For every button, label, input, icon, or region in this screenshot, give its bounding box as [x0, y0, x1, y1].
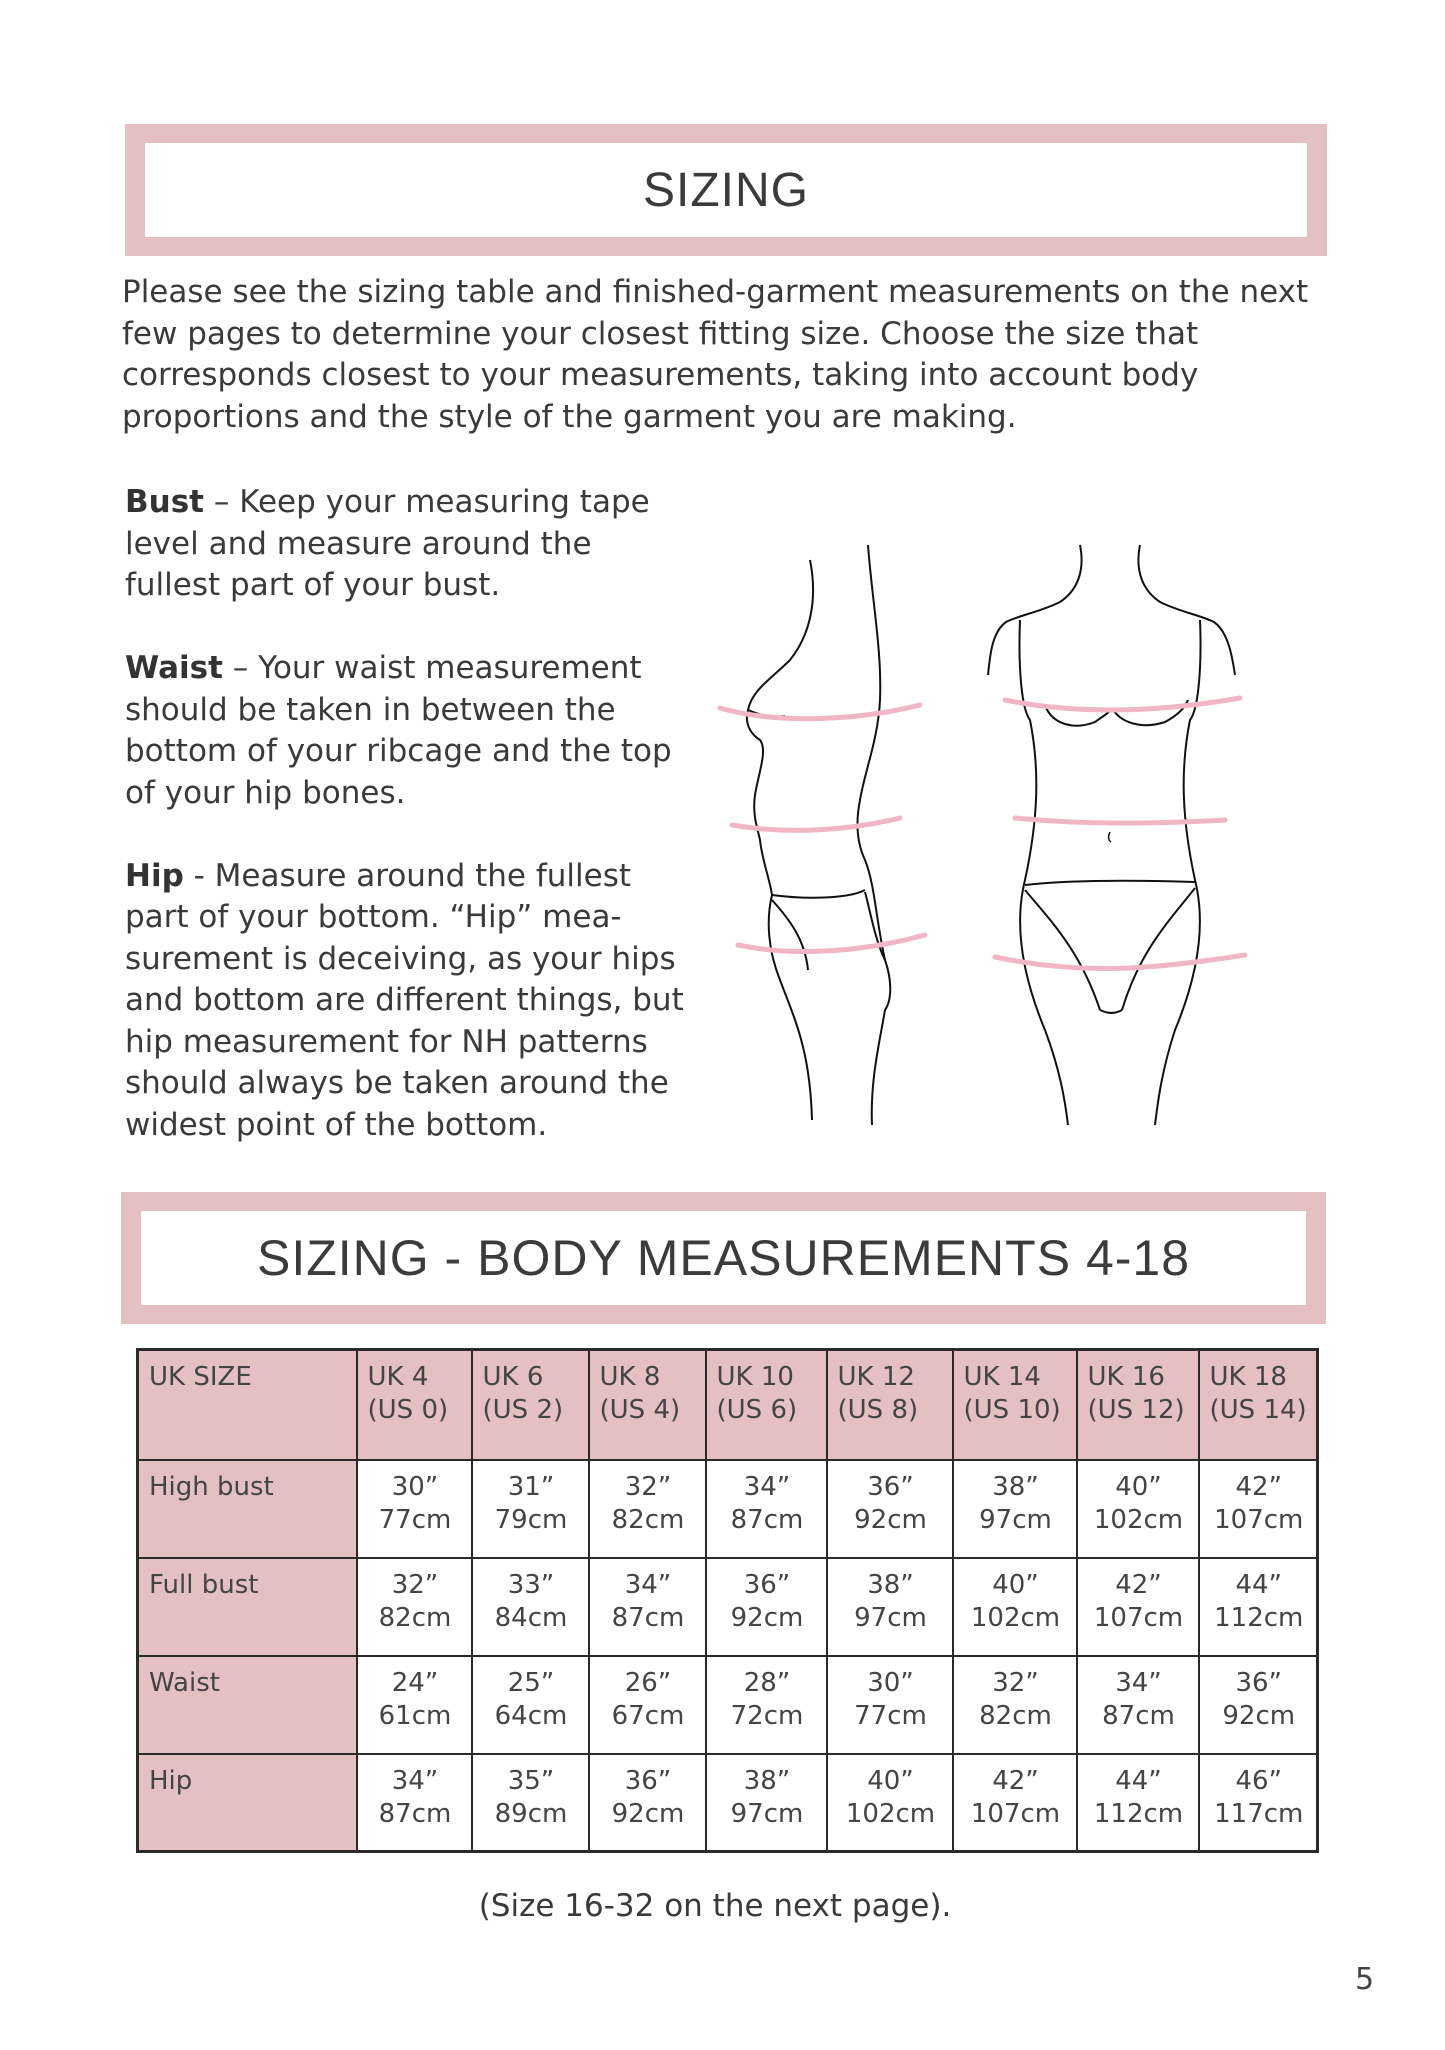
measurement-cm: 102cm: [970, 1602, 1061, 1633]
side-view-figure: [747, 545, 890, 1125]
measurement-inch: 34”: [391, 1765, 439, 1796]
measurement-inch: 24”: [391, 1667, 439, 1698]
us-size: (US 12): [1087, 1395, 1185, 1425]
hip-line-side: [738, 935, 925, 952]
measurement-inch: 44”: [1115, 1765, 1162, 1796]
size-table: [136, 1348, 1319, 1853]
measurement-cell: [357, 1460, 472, 1558]
measurement-cm: 107cm: [970, 1798, 1061, 1829]
measurement-cm: 92cm: [611, 1798, 685, 1829]
measurement-inch: 46”: [1235, 1765, 1283, 1796]
measurement-cm: 61cm: [378, 1700, 452, 1731]
row-label: Full bust: [138, 1558, 357, 1656]
definition-term: Bust: [125, 484, 204, 520]
footnote: (Size 16-32 on the next page).: [478, 1888, 952, 1924]
measurement-cm: 67cm: [611, 1700, 685, 1731]
sizing-title-box: [125, 124, 1327, 256]
measurement-cm: 92cm: [1222, 1700, 1296, 1731]
measurement-cell: [472, 1656, 589, 1754]
measurement-inch: 28”: [743, 1667, 791, 1698]
table-row: [138, 1558, 1318, 1656]
header-cell: [1077, 1350, 1199, 1460]
measurement-cell: [1077, 1558, 1199, 1656]
header-cell: [589, 1350, 706, 1460]
measurement-cm: 77cm: [854, 1700, 927, 1731]
measurement-inch: 40”: [1115, 1471, 1162, 1502]
uk-size: UK 12: [837, 1362, 915, 1392]
measurement-inch: 26”: [624, 1667, 672, 1698]
measurement-inch: 35”: [507, 1765, 555, 1796]
measurement-inch: 38”: [743, 1765, 791, 1796]
measurement-cm: 79cm: [494, 1504, 568, 1535]
us-size: (US 8): [837, 1395, 919, 1425]
measurement-cell: [827, 1460, 953, 1558]
measurement-cell: [472, 1754, 589, 1852]
definition-sep: –: [222, 650, 259, 686]
measurement-cell: [357, 1754, 472, 1852]
measurement-inch: 31”: [507, 1471, 555, 1502]
measurement-inch: 32”: [992, 1667, 1039, 1698]
measurement-cell: [953, 1656, 1077, 1754]
us-size: (US 0): [367, 1395, 449, 1425]
measurement-cm: 82cm: [979, 1700, 1052, 1731]
us-size: (US 6): [716, 1395, 798, 1425]
measurement-inch: 34”: [743, 1471, 791, 1502]
measurement-cell: [589, 1558, 706, 1656]
header-cell: [827, 1350, 953, 1460]
measurement-cell: [706, 1656, 827, 1754]
us-size: (US 2): [482, 1395, 564, 1425]
section-title: SIZING - BODY MEASUREMENTS 4-18: [141, 1211, 1306, 1305]
measurement-inch: 34”: [1115, 1667, 1162, 1698]
measurement-cell: [706, 1754, 827, 1852]
measurement-cm: 112cm: [1214, 1602, 1304, 1633]
uk-size: UK 6: [482, 1362, 544, 1392]
uk-size: UK 8: [599, 1362, 661, 1392]
measurement-inch: 44”: [1235, 1569, 1283, 1600]
measurement-cm: 102cm: [1093, 1504, 1184, 1535]
measurement-cm: 107cm: [1214, 1504, 1304, 1535]
measurement-cm: 87cm: [730, 1504, 804, 1535]
measurement-cell: [1077, 1656, 1199, 1754]
row-label: High bust: [138, 1460, 357, 1558]
uk-size: UK 4: [367, 1362, 429, 1392]
definition-sep: -: [183, 857, 215, 894]
definition-term: Hip: [125, 857, 184, 894]
measurement-cell: [1199, 1656, 1318, 1754]
measurement-cell: [706, 1460, 827, 1558]
header-cell: [706, 1350, 827, 1460]
row-label: Hip: [138, 1754, 357, 1852]
row-label: Waist: [138, 1656, 357, 1754]
measurement-cell: [357, 1558, 472, 1656]
measurement-cm: 82cm: [378, 1602, 452, 1633]
measurement-inch: 30”: [867, 1667, 914, 1698]
measurement-cm: 92cm: [854, 1504, 927, 1535]
measurement-cell: [1077, 1754, 1199, 1852]
waist-line-front: [1015, 818, 1225, 823]
measurement-cm: 87cm: [378, 1798, 452, 1829]
header-corner: UK SIZE: [138, 1350, 357, 1460]
measurement-cell: [589, 1754, 706, 1852]
measurement-inch: 42”: [992, 1765, 1039, 1796]
table-row: [138, 1656, 1318, 1754]
us-size: (US 4): [599, 1395, 681, 1425]
uk-size: UK 16: [1087, 1362, 1165, 1392]
measurement-cm: 87cm: [611, 1602, 685, 1633]
measurement-inch: 38”: [992, 1471, 1039, 1502]
measurement-inch: 32”: [624, 1471, 672, 1502]
measurement-inch: 42”: [1235, 1471, 1283, 1502]
table-body: [138, 1460, 1318, 1852]
table-row: [138, 1460, 1318, 1558]
measurement-cell: [827, 1558, 953, 1656]
measurement-cm: 72cm: [730, 1700, 804, 1731]
front-view-figure: [988, 545, 1235, 1125]
us-size: (US 10): [963, 1395, 1061, 1425]
measurement-cell: [357, 1656, 472, 1754]
measurement-inch: 36”: [1235, 1667, 1283, 1698]
measurement-cell: [1199, 1460, 1318, 1558]
measurement-inch: 38”: [867, 1569, 914, 1600]
measurement-cell: [827, 1754, 953, 1852]
measurement-inch: 36”: [624, 1765, 672, 1796]
measurement-cell: [953, 1460, 1077, 1558]
measurement-cm: 89cm: [494, 1798, 568, 1829]
measurement-cm: 87cm: [1102, 1700, 1175, 1731]
measurement-cell: [827, 1656, 953, 1754]
measurement-cell: [1199, 1558, 1318, 1656]
definition-waist: [125, 648, 685, 814]
page-number: 5: [1355, 1962, 1375, 1997]
intro-paragraph: Please see the sizing table and finished-garment measurements on the next few pages to determine your closest fitting size. Choose the size that corresponds closest to your measurements, taking into account body proportions and the style of the garment you are making.: [122, 274, 1309, 435]
measurement-cm: 64cm: [494, 1700, 568, 1731]
measurement-inch: 32”: [391, 1569, 439, 1600]
measurement-cm: 117cm: [1214, 1798, 1304, 1829]
measurement-cell: [1077, 1460, 1199, 1558]
definition-text: Keep your measuring tape level and measure around the fullest part of your bust.: [125, 484, 650, 603]
definition-sep: –: [203, 484, 240, 520]
measurement-cm: 97cm: [854, 1602, 927, 1633]
uk-size: UK 18: [1209, 1362, 1287, 1392]
definition-hip: [125, 856, 685, 1147]
table-header-row: [138, 1350, 1318, 1460]
measurement-cell: [472, 1558, 589, 1656]
definition-text: Your waist measurement should be taken in between the bottom of your ribcage and the top of your hip bones.: [125, 650, 672, 811]
measurement-cm: 112cm: [1093, 1798, 1184, 1829]
hip-line-front: [995, 955, 1245, 969]
uk-size: UK 14: [963, 1362, 1041, 1392]
header-cell: [357, 1350, 472, 1460]
measurement-inch: 25”: [507, 1667, 555, 1698]
uk-size: UK 10: [716, 1362, 794, 1392]
page-title: SIZING: [145, 143, 1307, 237]
measurement-lines: [720, 698, 1245, 969]
measurement-inch: 40”: [867, 1765, 914, 1796]
measurement-cm: 77cm: [378, 1504, 452, 1535]
measurement-inch: 36”: [743, 1569, 791, 1600]
measurement-cell: [589, 1460, 706, 1558]
header-cell: [953, 1350, 1077, 1460]
body-measurement-illustration: [700, 540, 1340, 1130]
measurement-cm: 84cm: [494, 1602, 568, 1633]
body-measurements-title-box: [121, 1192, 1326, 1324]
measurement-cm: 97cm: [979, 1504, 1052, 1535]
definition-bust: [125, 482, 685, 607]
measurement-cell: [953, 1558, 1077, 1656]
measurement-inch: 42”: [1115, 1569, 1162, 1600]
measurement-cell: [953, 1754, 1077, 1852]
table-row: [138, 1754, 1318, 1852]
measurement-inch: 33”: [507, 1569, 555, 1600]
header-cell: [1199, 1350, 1318, 1460]
measurement-inch: 34”: [624, 1569, 672, 1600]
measurement-inch: 36”: [867, 1471, 914, 1502]
measurement-cell: [1199, 1754, 1318, 1852]
measurement-cell: [472, 1460, 589, 1558]
measurement-cm: 97cm: [730, 1798, 804, 1829]
measurement-cm: 102cm: [845, 1798, 936, 1829]
header-cell: [472, 1350, 589, 1460]
measurement-cm: 107cm: [1093, 1602, 1184, 1633]
measurement-cell: [589, 1656, 706, 1754]
measurement-cm: 82cm: [611, 1504, 685, 1535]
bust-line-front: [1005, 698, 1240, 710]
us-size: (US 14): [1209, 1395, 1307, 1425]
measurement-cm: 92cm: [730, 1602, 804, 1633]
measurement-cell: [706, 1558, 827, 1656]
definition-term: Waist: [125, 650, 223, 686]
measurement-inch: 40”: [992, 1569, 1039, 1600]
measurement-definitions: [125, 482, 685, 1188]
measurement-inch: 30”: [391, 1471, 439, 1502]
definition-text: Measure around the fullest part of your bottom. “Hip” mea-surement is deceiving, as your hips and bottom are different things, but hip measurement for NH patterns should always be taken around the widest point of the bottom.: [125, 857, 684, 1143]
